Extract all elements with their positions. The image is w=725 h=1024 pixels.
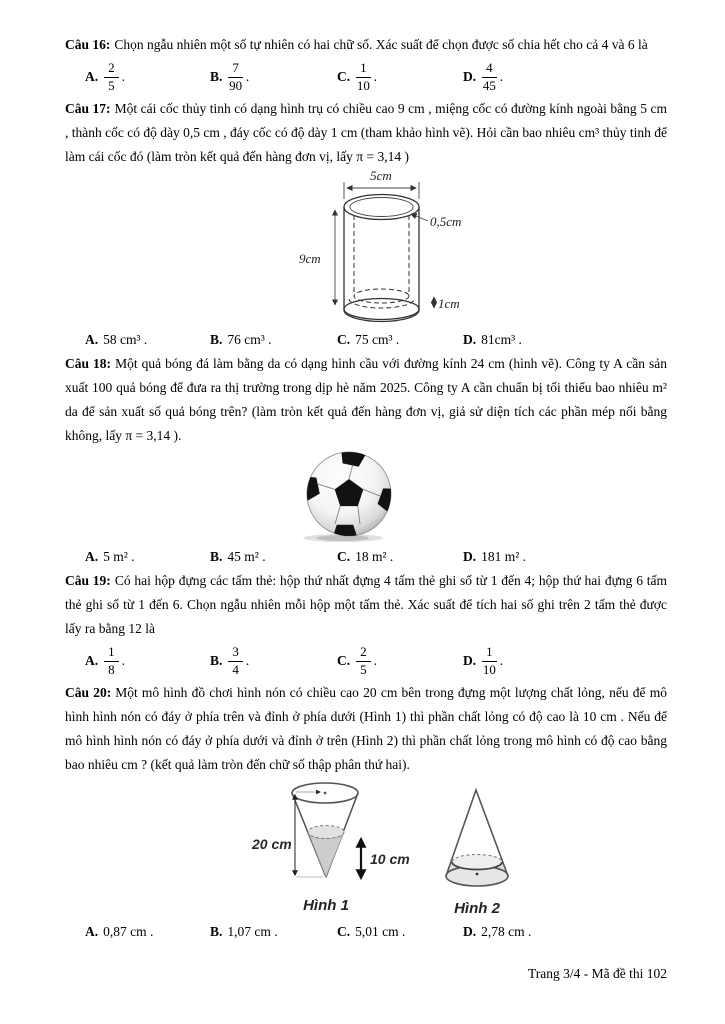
fraction: $\frac{4}{45}$	[482, 59, 496, 93]
question-20-body: Một mô hình đồ chơi hình nón có chiều cao 20 cm bên trong đựng một lượng chất lỏng, nếu để mô hình hình nón có đáy ở phía trên và đỉnh ở phía dưới (Hình 1) thì phần chất lỏng có độ cao là 10 cm . Nếu để mô hình hình nón có đáy ở phía dưới và đỉnh ở trên (Hình 2) thì phần chất lỏng trong mô hình có độ cao bằng bao nhiêu cm ? (kết quả làm tròn đến chữ số thập phân thứ hai).	[65, 685, 667, 772]
option-letter: B.	[210, 69, 223, 84]
question-20	[65, 681, 667, 944]
option-letter: D.	[463, 331, 477, 347]
fraction: $\frac{1}{10}$	[482, 643, 496, 677]
option-value: 1,07 cm .	[227, 923, 278, 939]
option-19-d	[463, 645, 667, 677]
option-value: 75 cm³ .	[355, 331, 400, 347]
question-19	[65, 569, 667, 681]
question-18	[65, 352, 667, 569]
option-letter: B.	[210, 923, 223, 939]
option-19-c	[337, 645, 463, 677]
option-18-d	[463, 549, 667, 565]
option-letter: A.	[85, 331, 99, 347]
cylinder-base-label: 1cm	[438, 296, 460, 311]
question-18-number: Câu 18:	[65, 356, 112, 371]
option-suffix: .	[121, 69, 125, 84]
fraction: $\frac{3}{4}$	[228, 645, 243, 677]
fraction: $\frac{1}{10}$	[356, 59, 370, 93]
question-20-number: Câu 20:	[65, 685, 112, 700]
option-letter: B.	[210, 548, 223, 564]
figure-1-caption: Hình 1	[303, 897, 349, 914]
option-value: 5,01 cm .	[355, 923, 406, 939]
option-value: 81cm³ .	[481, 331, 522, 347]
glass-cylinder-figure	[297, 169, 482, 327]
question-17	[65, 97, 667, 352]
cylinder-wall-label: 0,5cm	[430, 214, 462, 229]
cylinder-height-label: 9cm	[299, 251, 321, 266]
option-18-a	[85, 549, 210, 565]
question-19-text	[65, 569, 667, 641]
option-20-a	[85, 924, 210, 940]
question-16-text	[65, 33, 667, 57]
option-suffix: .	[121, 653, 125, 668]
cylinder-width-label: 5cm	[370, 169, 392, 183]
option-16-d	[463, 61, 667, 93]
option-letter: D.	[463, 548, 477, 564]
option-suffix: .	[373, 69, 377, 84]
option-17-b	[210, 332, 337, 348]
option-16-a	[85, 61, 210, 93]
option-value: 58 cm³ .	[103, 331, 148, 347]
question-16-body: Chọn ngẫu nhiên một số tự nhiên có hai chữ số. Xác suất để chọn được số chia hết cho cả 4 và 6 là	[114, 37, 648, 52]
option-suffix: .	[373, 653, 377, 668]
fraction: $\frac{2}{5}$	[104, 61, 119, 93]
fraction: $\frac{2}{5}$	[356, 645, 371, 677]
option-letter: B.	[210, 653, 223, 668]
question-18-text	[65, 352, 667, 448]
option-letter: D.	[463, 923, 477, 939]
question-17-body: Một cái cốc thủy tinh có dạng hình trụ có chiều cao 9 cm , miệng cốc có đường kính ngoài bằng 5 cm , thành cốc có độ dày 0,5 cm , đáy cốc có độ dày 1 cm (tham khảo hình vẽ). Hỏi cần bao nhiêu cm³ thủy tinh để làm cái cốc đó (làm tròn kết quả đến hàng đơn vị, lấy π = 3,14 )	[65, 101, 668, 164]
option-suffix: .	[245, 69, 250, 84]
question-17-number: Câu 17:	[65, 101, 111, 116]
option-letter: C.	[337, 331, 351, 347]
option-letter: A.	[85, 653, 99, 668]
option-letter: A.	[85, 548, 99, 564]
question-16-number: Câu 16:	[65, 37, 111, 52]
option-20-b	[210, 924, 337, 940]
option-16-c	[337, 61, 463, 93]
soccer-ball-image	[287, 450, 437, 542]
liquid-height-label: 10 cm	[370, 851, 410, 867]
option-19-b	[210, 645, 337, 677]
question-17-text	[65, 97, 667, 169]
option-letter: C.	[337, 548, 351, 564]
option-value: 181 m² .	[481, 548, 527, 564]
option-letter: C.	[337, 69, 351, 84]
question-20-options	[65, 919, 667, 944]
page-footer: Trang 3/4 - Mã đề thi 102	[528, 966, 667, 981]
question-17-options	[65, 327, 667, 352]
cone-1-inverted	[251, 783, 410, 914]
option-letter: D.	[463, 69, 477, 84]
option-letter: C.	[337, 653, 351, 668]
question-19-number: Câu 19:	[65, 573, 111, 588]
option-value: 76 cm³ .	[227, 331, 272, 347]
option-suffix: .	[245, 653, 250, 668]
option-letter: D.	[463, 653, 477, 668]
fraction: $\frac{1}{8}$	[104, 645, 119, 677]
question-20-text	[65, 681, 667, 777]
question-16	[65, 33, 667, 97]
option-letter: B.	[210, 331, 223, 347]
option-value: 18 m² .	[355, 548, 394, 564]
option-20-c	[337, 924, 463, 940]
option-18-c	[337, 549, 463, 565]
option-letter: A.	[85, 923, 99, 939]
figure-2-caption: Hình 2	[454, 900, 500, 917]
cones-figure	[228, 779, 538, 919]
option-17-a	[85, 332, 210, 348]
cone-height-label: 20 cm	[252, 836, 292, 852]
option-value: 0,87 cm .	[103, 923, 154, 939]
cone-2-upright	[446, 790, 508, 917]
option-19-a	[85, 645, 210, 677]
option-16-b	[210, 61, 337, 93]
option-value: 2,78 cm .	[481, 923, 532, 939]
option-suffix: .	[499, 653, 503, 668]
fraction: $\frac{7}{90}$	[229, 59, 243, 93]
option-value: 5 m² .	[103, 548, 135, 564]
option-18-b	[210, 549, 337, 565]
option-suffix: .	[499, 69, 503, 84]
option-letter: A.	[85, 69, 99, 84]
question-19-body: Có hai hộp đựng các tấm thẻ: hộp thứ nhất đựng 4 tấm thẻ ghi số từ 1 đến 4; hộp thứ hai đựng 6 tấm thẻ ghi số từ 1 đến 6. Chọn ngẫu nhiên mỗi hộp một tấm thẻ. Xác suất để tích hai số ghi trên 2 tấm thẻ được lấy ra bằng 12 là	[65, 573, 667, 636]
question-18-options	[65, 544, 667, 569]
option-20-d	[463, 924, 667, 940]
option-letter: C.	[337, 923, 351, 939]
option-17-d	[463, 332, 667, 348]
option-value: 45 m² .	[227, 548, 266, 564]
question-19-options	[65, 641, 667, 681]
option-17-c	[337, 332, 463, 348]
question-18-body: Một quả bóng đá làm bằng da có dạng hình cầu với đường kính 24 cm (hình vẽ). Công ty A cần sản xuất 100 quả bóng để đưa ra thị trường trong dịp hè năm 2025. Công ty A cần chuẩn bị tối thiểu bao nhiêu m² da để sản xuất số quả bóng trên? (làm tròn kết quả đến hàng đơn vị, giả sử diện tích các phần mép nối bằng không, lấy π = 3,14 ).	[65, 356, 667, 443]
question-16-options	[65, 57, 667, 97]
